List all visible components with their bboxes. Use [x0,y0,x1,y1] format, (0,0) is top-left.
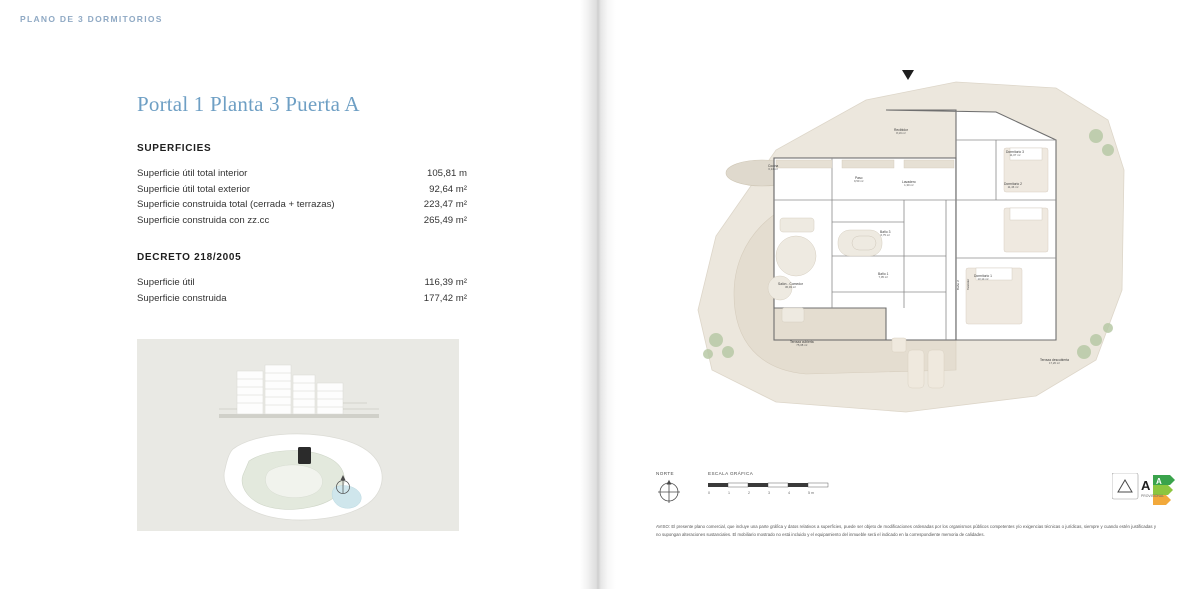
left-page [0,0,580,589]
room-label: Paso 9,50 m² [854,176,864,184]
energy-rating-graphic [1112,473,1176,507]
row-label: Superficie útil total exterior [137,183,251,195]
row-label: Superficie útil [137,277,195,289]
scale-tick: 0 [708,491,710,495]
scale-tick: 2 [748,491,750,495]
scale-tick: 1 [728,491,730,495]
room-label: Salón - Comedor 36,49 m² [778,282,803,290]
row-value: 92,64 m² [429,183,467,195]
site-location-thumbnail [137,339,459,531]
room-label: Terraza descubierta 17,26 m² [1040,358,1069,366]
page-title: Portal 1 Planta 3 Puerta A [137,92,360,116]
page-eyebrow: PLANO DE 3 DORMITORIOS [20,14,163,24]
room-label: Terraza cubierta 75,38 m² [790,340,814,348]
entrance-arrow-icon [902,70,914,80]
table-row [137,197,467,213]
room-label: Lavadero 1,30 m² [902,180,916,188]
svg-text:A: A [1141,478,1151,493]
svg-text:PROVISIONAL: PROVISIONAL [1141,494,1164,498]
legal-disclaimer: AVISO: El presente plano comercial, que incluye una parte gráfica y datos relativos a superficies, puede ser objeto de modificaciones ordenadas por los organismos públicos competentes y/o exigencias técnicas o jurídicas, siempre y cuando estén justificadas y no supongan alteraciones sustanciales. El mobiliario mostrado no está incluido y el equipamiento del inmueble será el indicado en la correspondiente memoria de calidades. [656,524,1156,537]
floorplan [656,40,1176,450]
room-label: Cocina 6,14 m² [768,164,779,172]
row-value: 265,49 m² [423,214,467,226]
scale-bar-icon [708,482,830,489]
table-row [137,182,467,198]
row-label: Superficie construida con zz.cc [137,214,270,226]
scale-tick: 4 [788,491,790,495]
svg-text:A: A [1156,477,1162,486]
table-row [137,275,467,291]
row-label: Superficie construida total (cerrada + terrazas) [137,199,335,211]
room-label-vertical: Baño 2 [956,280,960,290]
row-value: 105,81 m [426,168,467,179]
room-label: Baño 3 6,75 m² [880,230,891,238]
table-row [137,166,467,182]
page-gutter [580,0,616,589]
room-label: Dormitorio 1 13,14 m² [974,274,992,282]
room-label: Dormitorio 3 11,07 m² [1006,150,1024,158]
superficies-section [137,143,467,228]
section-spacer [137,228,467,252]
table-row [137,213,467,229]
compass-label: NORTE [656,471,674,476]
scale-label: ESCALA GRÁFICA [708,471,754,476]
room-label: Recibidor 8,19 m² [894,128,908,136]
plan-footer [656,465,1176,565]
scale-tick: 3 [768,491,770,495]
right-page [616,0,1200,589]
row-value: 177,42 m² [423,292,467,304]
row-label: Superficie útil total interior [137,168,248,179]
section-heading-superficies: SUPERFICIES [137,143,212,154]
room-label: Dormitorio 2 11,46 m² [1004,182,1022,190]
section-heading-decreto: DECRETO 218/2005 [137,252,242,264]
thumbnail-graphic [137,339,459,531]
scale-tick: 5 m [808,491,814,495]
table-row [137,291,467,307]
decreto-section [137,252,467,306]
energy-rating-badge [1112,473,1176,507]
left-content [137,92,467,306]
row-value: 116,39 m² [424,277,467,289]
floorplan-graphic [656,40,1176,450]
row-label: Superficie construida [137,292,227,304]
row-value: 223,47 m² [423,199,467,211]
room-label-vertical: Vestidor [966,278,970,290]
room-label: Baño 1 7,05 m² [878,272,889,280]
compass-icon [656,479,682,505]
